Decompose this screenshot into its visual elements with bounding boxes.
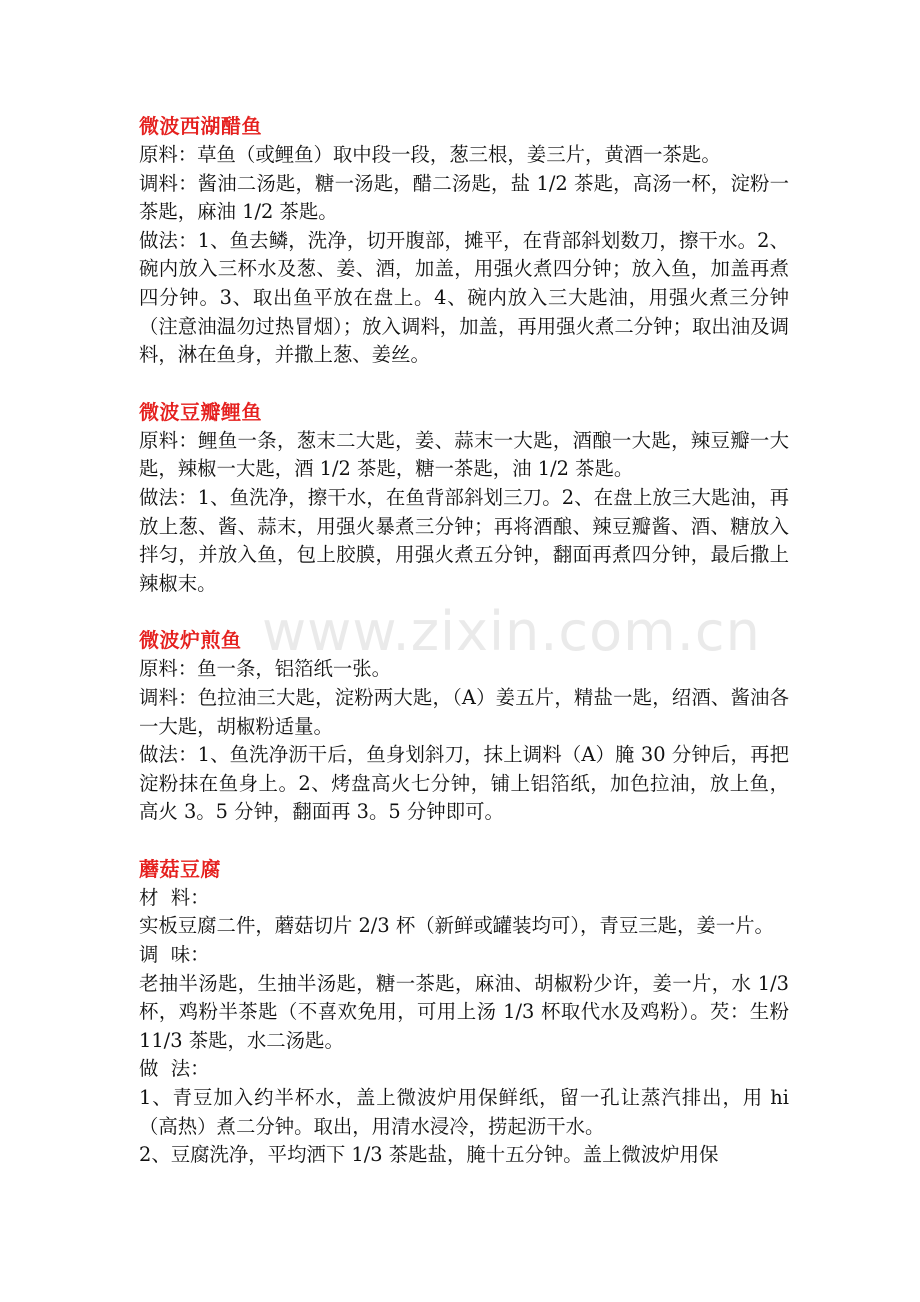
recipe-method-label: 做 法： — [139, 1057, 210, 1081]
recipe-method: 做法：1、鱼洗净沥干后，鱼身划斜刀，抹上调料（A）腌 30 分钟后，再把淀粉抹在鱼身上。2、烤盘高火七分钟，铺上铝箔纸，加色拉油，放上鱼，高火 3。5 分钟，翻面再 3。5 分钟即可。 — [139, 743, 789, 824]
recipe-seasoning: 调料：色拉油三大匙，淀粉两大匙，（A）姜五片，精盐一匙，绍酒、酱油各一大匙，胡椒粉适量。 — [139, 685, 789, 738]
recipe-title: 蘑菇豆腐 — [139, 856, 221, 881]
recipe-seasoning: 老抽半汤匙，生抽半汤匙，糖一茶匙，麻油、胡椒粉少许，姜一片，水 1/3 杯，鸡粉半茶匙（不喜欢免用，可用上汤 1/3 杯取代水及鸡粉）。芡：生粉 11/3 茶匙，水二汤匙。 — [139, 971, 789, 1052]
recipe-method: 做法：1、鱼去鳞，洗净，切开腹部，摊平，在背部斜划数刀，擦干水。2、碗内放入三杯水及葱、姜、酒，加盖，用强火煮四分钟；放入鱼，加盖再煮四分钟。3、取出鱼平放在盘上。4、碗内放入三大匙油，用强火煮三分钟（注意油温勿过热冒烟）；放入调料，加盖，再用强火煮二分钟；取出油及调料，淋在鱼身，并撒上葱、姜丝。 — [139, 228, 789, 367]
recipe-materials: 实板豆腐二件，蘑菇切片 2/3 杯（新鲜或罐装均可），青豆三匙，姜一片。 — [139, 914, 774, 938]
recipe-method: 做法：1、鱼洗净，擦干水，在鱼背部斜划三刀。2、在盘上放三大匙油，再放上葱、酱、蒜末，用强火暴煮三分钟；再将酒酿、辣豆瓣酱、酒、糖放入拌匀，并放入鱼，包上胶膜，用强火煮五分钟，翻面再煮四分钟，最后撒上辣椒末。 — [139, 485, 789, 595]
recipe-bean-paste-carp — [139, 397, 789, 599]
recipe-ingredients: 原料：草鱼（或鲤鱼）取中段一段，葱三根，姜三片，黄酒一茶匙。 — [139, 143, 721, 166]
recipe-step-2: 2、豆腐洗净，平均洒下 1/3 茶匙盐，腌十五分钟。盖上微波炉用保 — [139, 1143, 719, 1167]
recipe-xihu-vinegar-fish — [139, 111, 789, 370]
watermark: www.zixin.com.cn — [262, 600, 761, 663]
recipe-title: 微波豆瓣鲤鱼 — [139, 399, 262, 424]
document-page — [139, 111, 789, 1197]
recipe-microwave-fried-fish — [139, 625, 789, 827]
recipe-title: 微波炉煎鱼 — [139, 628, 242, 653]
recipe-seasoning: 调料：酱油二汤匙，糖一汤匙，醋二汤匙，盐 1/2 茶匙，高汤一杯，淀粉一茶匙，麻油 1/2 茶匙。 — [139, 171, 789, 224]
recipe-mushroom-tofu — [139, 854, 789, 1170]
recipe-title: 微波西湖醋鱼 — [139, 114, 262, 138]
recipe-ingredients: 原料：鲤鱼一条，葱末二大匙，姜、蒜末一大匙，酒酿一大匙，辣豆瓣一大匙，辣椒一大匙，酒 1/2 茶匙，糖一茶匙，油 1/2 茶匙。 — [139, 428, 789, 481]
recipe-seasoning-label: 调 味： — [139, 943, 210, 967]
recipe-step-1: 1、青豆加入约半杯水，盖上微波炉用保鲜纸，留一孔让蒸汽排出，用 hi（高热）煮二分钟。取出，用清水浸冷，捞起沥干水。 — [139, 1086, 789, 1138]
recipe-materials-label: 材 料： — [139, 885, 210, 909]
recipe-ingredients: 原料：鱼一条，铝箔纸一张。 — [139, 657, 392, 681]
